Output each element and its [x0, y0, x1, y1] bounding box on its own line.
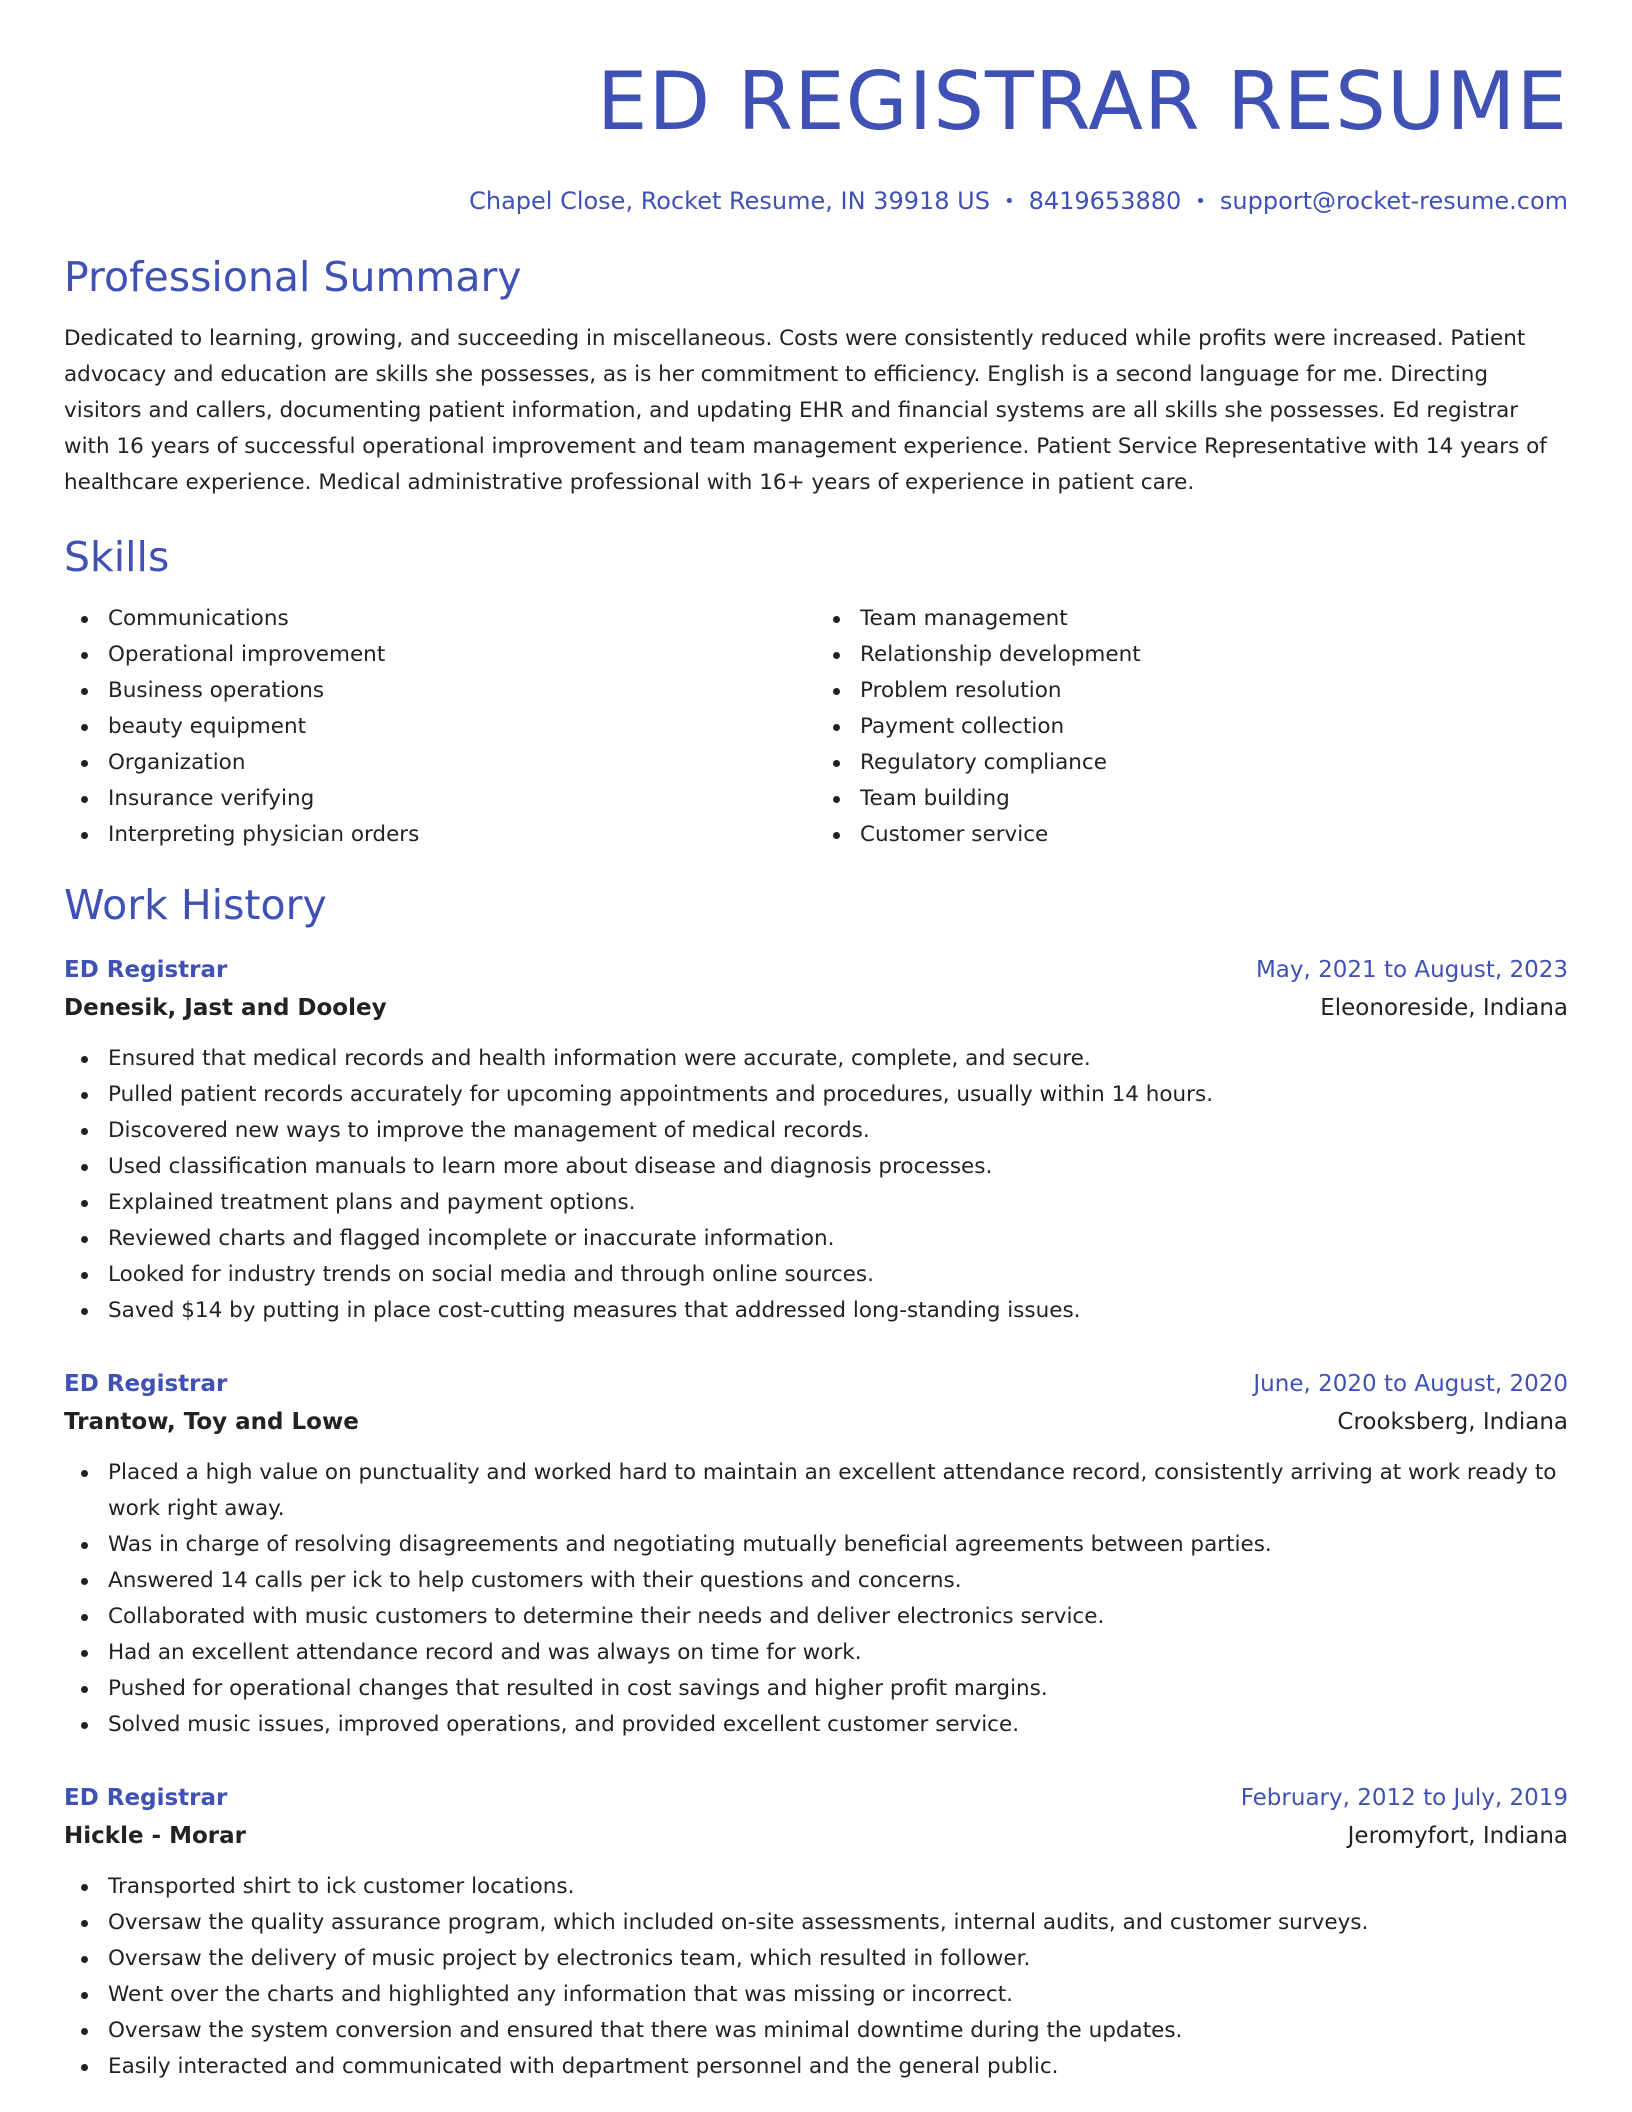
skills-heading: Skills [64, 533, 170, 581]
duty-item: Oversaw the system conversion and ensured that there was minimal downtime during the updates. [108, 2013, 1568, 2049]
job-role: ED Registrar [64, 1785, 228, 1811]
skills-column-right [816, 601, 1568, 853]
duty-item: Was in charge of resolving disagreements and negotiating mutually beneficial agreements between parties. [108, 1527, 1568, 1563]
duty-item: Easily interacted and communicated with department personnel and the general public. [108, 2049, 1568, 2085]
job-role: ED Registrar [64, 1371, 228, 1397]
job-location: Crooksberg, Indiana [1337, 1409, 1568, 1435]
job-entry [64, 1365, 1568, 1743]
skill-item: Organization [108, 745, 816, 781]
skill-item: Customer service [860, 817, 1568, 853]
duty-item: Pushed for operational changes that resulted in cost savings and higher profit margins. [108, 1671, 1568, 1707]
skill-item: Business operations [108, 673, 816, 709]
skill-item: Insurance verifying [108, 781, 816, 817]
job-entry [64, 1779, 1568, 2085]
job-dates: June, 2020 to August, 2020 [1253, 1371, 1568, 1397]
duty-item: Went over the charts and highlighted any information that was missing or incorrect. [108, 1977, 1568, 2013]
work-history-heading: Work History [64, 881, 327, 929]
job-duties [64, 1041, 1568, 1329]
job-dates: May, 2021 to August, 2023 [1255, 957, 1568, 983]
skill-item: beauty equipment [108, 709, 816, 745]
duty-item: Looked for industry trends on social media and through online sources. [108, 1257, 1568, 1293]
duty-item: Oversaw the delivery of music project by electronics team, which resulted in follower. [108, 1941, 1568, 1977]
job-company: Denesik, Jast and Dooley [64, 995, 387, 1021]
skill-item: Team management [860, 601, 1568, 637]
job-duties [64, 1869, 1568, 2085]
duty-item: Had an excellent attendance record and was always on time for work. [108, 1635, 1568, 1671]
job-entry [64, 951, 1568, 1329]
skill-item: Relationship development [860, 637, 1568, 673]
skill-item: Team building [860, 781, 1568, 817]
duty-item: Pulled patient records accurately for upcoming appointments and procedures, usually within 14 hours. [108, 1077, 1568, 1113]
job-company: Hickle - Morar [64, 1823, 247, 1849]
contact-separator: • [1003, 191, 1015, 212]
skill-item: Communications [108, 601, 816, 637]
job-dates: February, 2012 to July, 2019 [1240, 1785, 1568, 1811]
duty-item: Explained treatment plans and payment options. [108, 1185, 1568, 1221]
duty-item: Answered 14 calls per ick to help customers with their questions and concerns. [108, 1563, 1568, 1599]
duty-item: Ensured that medical records and health information were accurate, complete, and secure. [108, 1041, 1568, 1077]
duty-item: Used classification manuals to learn more about disease and diagnosis processes. [108, 1149, 1568, 1185]
skill-item: Interpreting physician orders [108, 817, 816, 853]
duty-item: Collaborated with music customers to determine their needs and deliver electronics service. [108, 1599, 1568, 1635]
resume-page [64, 0, 1568, 2085]
duty-item: Solved music issues, improved operations, and provided excellent customer service. [108, 1707, 1568, 1743]
duty-item: Oversaw the quality assurance program, which included on-site assessments, internal audits, and customer surveys. [108, 1905, 1568, 1941]
contact-email: support@rocket-resume.com [1219, 187, 1568, 215]
job-location: Eleonoreside, Indiana [1320, 995, 1568, 1021]
summary-heading: Professional Summary [64, 253, 522, 301]
job-duties [64, 1455, 1568, 1743]
duty-item: Transported shirt to ick customer locations. [108, 1869, 1568, 1905]
duty-item: Placed a high value on punctuality and worked hard to maintain an excellent attendance record, consistently arriving at work ready to work right away. [108, 1455, 1568, 1527]
skill-item: Regulatory compliance [860, 745, 1568, 781]
contact-separator: • [1195, 191, 1206, 212]
resume-title: ED REGISTRAR RESUME [596, 55, 1568, 148]
job-location: Jeromyfort, Indiana [1347, 1823, 1568, 1849]
duty-item: Discovered new ways to improve the management of medical records. [108, 1113, 1568, 1149]
skill-item: Payment collection [860, 709, 1568, 745]
duty-item: Reviewed charts and flagged incomplete or inaccurate information. [108, 1221, 1568, 1257]
skill-item: Problem resolution [860, 673, 1568, 709]
skills-column-left [64, 601, 816, 853]
job-role: ED Registrar [64, 957, 228, 983]
skills-list [64, 601, 1568, 853]
summary-text: Dedicated to learning, growing, and succeeding in miscellaneous. Costs were consistently reduced while profits were increased. Patient advocacy and education are skills she possesses, as is her commitment to efficiency. English is a second language for me. Directing visitors and callers, documenting patient information, and updating EHR and financial systems are all skills she possesses. Ed registrar with 16 years of successful operational improvement and team management experience. Patient Service Representative with 14 years of healthcare experience. Medical administrative professional with 16+ years of experience in patient care. [64, 326, 1547, 495]
contact-phone: 8419653880 [1028, 187, 1182, 215]
skill-item: Operational improvement [108, 637, 816, 673]
contact-address: Chapel Close, Rocket Resume, IN 39918 US [469, 187, 990, 215]
job-company: Trantow, Toy and Lowe [64, 1409, 359, 1435]
contact-line [64, 184, 1568, 219]
duty-item: Saved $14 by putting in place cost-cutting measures that addressed long-standing issues. [108, 1293, 1568, 1329]
